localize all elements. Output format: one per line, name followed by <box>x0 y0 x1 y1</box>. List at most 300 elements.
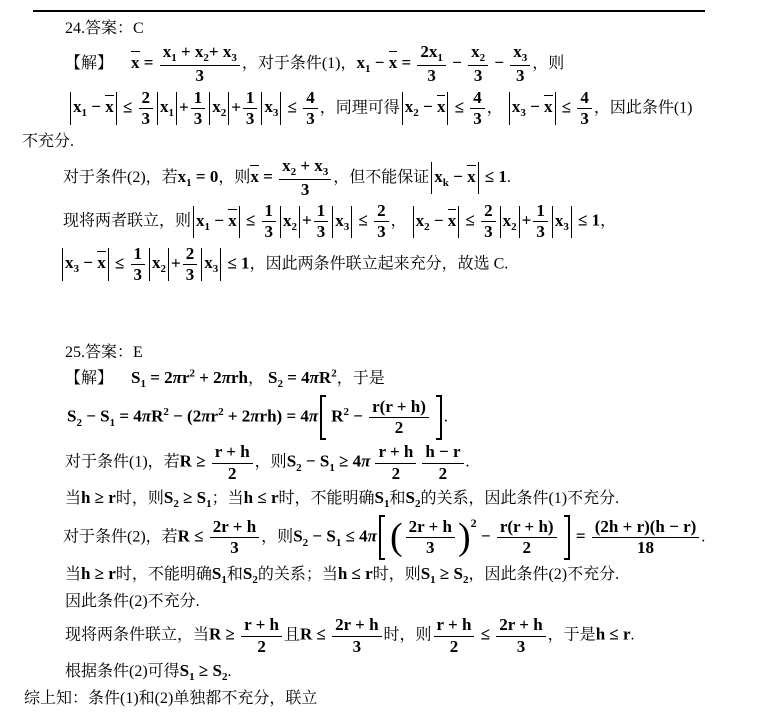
subscript: 2 <box>414 498 421 511</box>
text-run: 且 <box>284 626 301 644</box>
denominator <box>369 418 429 438</box>
math-run: S <box>374 488 384 508</box>
math-run: + 2 <box>223 406 251 426</box>
fraction <box>470 88 485 130</box>
math-run: x <box>250 166 259 186</box>
math-run: ≤ <box>557 97 576 117</box>
overbar-group <box>448 209 457 230</box>
numerator <box>183 244 198 265</box>
math-run: 2r + h <box>335 615 379 635</box>
math-run: 3 <box>195 66 205 86</box>
solution-line <box>65 42 734 86</box>
superscript: 2 <box>218 405 224 418</box>
math-run: − <box>447 53 467 73</box>
denominator <box>422 464 463 484</box>
math-run: 3 <box>245 109 255 128</box>
math-run: h ≥ r <box>81 488 116 508</box>
problem-24-solution <box>22 18 734 286</box>
subscript: 2 <box>462 574 469 587</box>
text-run: ，于是 <box>336 369 385 387</box>
math-run: = 0 <box>191 166 219 186</box>
denominator <box>210 538 259 558</box>
denominator <box>510 66 530 86</box>
math-run: 2 <box>227 463 237 483</box>
numerator <box>375 442 416 463</box>
subscript: 2 <box>296 462 302 475</box>
fraction <box>497 517 557 559</box>
subscript: 1 <box>335 536 342 549</box>
math-run: − <box>429 210 448 230</box>
math-run: 2r + h <box>212 516 257 536</box>
math-run: 3 <box>516 66 525 86</box>
pi-symbol: π <box>172 367 182 387</box>
math-run: 1 <box>193 87 203 107</box>
math-run: x <box>356 53 365 73</box>
text-run: ，因此两条件联立起来充分，故选 C. <box>249 255 509 273</box>
denominator <box>262 222 277 242</box>
overbar-group <box>250 165 259 186</box>
numerator <box>332 615 381 636</box>
denominator <box>577 109 592 129</box>
overbar-group <box>389 51 398 72</box>
math-run: ≤ 1 <box>480 166 507 186</box>
subscript: 1 <box>383 498 390 511</box>
math-run: = <box>397 53 416 73</box>
absolute-value-group <box>261 92 281 125</box>
superscript: 2 <box>189 367 195 380</box>
subscript: 2 <box>302 536 309 549</box>
fraction <box>468 42 488 86</box>
math-run: 2 <box>449 636 459 656</box>
math-run: − S <box>301 451 330 471</box>
math-run: x <box>404 97 414 117</box>
problem-25-solution <box>22 342 734 711</box>
math-run: ≥ S <box>178 488 207 508</box>
pi-symbol: π <box>308 406 319 426</box>
math-run: x <box>204 253 213 273</box>
overbar-group <box>544 95 553 116</box>
numerator <box>533 201 548 222</box>
math-run: − <box>348 406 368 426</box>
numerator <box>592 517 700 538</box>
denominator <box>375 464 416 484</box>
math-run: S <box>163 488 174 508</box>
math-run: + 2 <box>195 367 222 387</box>
math-run: + x <box>176 42 204 62</box>
math-run: x <box>73 97 82 117</box>
solution-line <box>65 591 734 613</box>
text-run: ；当 <box>211 490 244 508</box>
math-run: − <box>490 53 509 73</box>
absolute-value-group <box>193 206 240 239</box>
absolute-value-group <box>500 206 520 239</box>
math-run: x <box>434 166 443 186</box>
math-run: R <box>331 406 344 426</box>
math-run: − <box>525 97 544 117</box>
text-run: 现将两条件联立，当 <box>65 626 210 644</box>
text-run: 的关系；当 <box>257 566 338 584</box>
math-run: x <box>471 42 480 62</box>
math-run: + x <box>296 155 323 175</box>
math-run: x <box>282 155 291 175</box>
math-run: ≤ <box>118 97 137 117</box>
denominator <box>303 109 318 129</box>
fraction <box>139 88 154 130</box>
subscript: 1 <box>168 107 175 120</box>
math-run: r <box>181 367 190 387</box>
fraction <box>577 88 592 130</box>
math-run: 3 <box>427 66 436 86</box>
math-run: ≤ <box>450 97 469 117</box>
math-run: 2 <box>141 87 151 107</box>
denominator <box>131 265 146 285</box>
math-run: S <box>267 367 278 387</box>
math-run: x <box>228 210 237 230</box>
fraction <box>241 615 282 657</box>
math-run: 2 <box>484 201 493 220</box>
math-run: 2 <box>185 243 195 263</box>
absolute-value-group <box>62 248 109 281</box>
math-run: − S <box>81 406 110 426</box>
math-run: ≤ 1 <box>573 210 601 230</box>
numerator <box>160 42 240 66</box>
fraction <box>303 88 318 130</box>
numerator <box>191 88 206 109</box>
subscript: 2 <box>76 416 82 429</box>
right-paren: ) <box>457 516 471 559</box>
subscript: 1 <box>171 52 177 65</box>
text-run: 不充分. <box>22 133 75 151</box>
fraction <box>510 42 530 86</box>
fraction <box>496 615 545 657</box>
subscript: 3 <box>322 165 329 178</box>
text-run: 时，则 <box>115 490 164 508</box>
math-run: 3 <box>193 109 203 128</box>
right-bracket <box>436 395 442 441</box>
numerator <box>422 442 463 463</box>
subscript: 1 <box>430 574 436 587</box>
subscript: 3 <box>343 220 350 233</box>
fraction <box>406 517 455 559</box>
numerator <box>374 201 389 222</box>
fraction <box>374 201 389 243</box>
numerator <box>243 88 258 109</box>
math-run: − <box>448 166 468 186</box>
math-run: 3 <box>306 109 315 128</box>
fraction <box>212 442 253 484</box>
math-run: 1 <box>536 201 545 220</box>
fraction <box>417 42 446 86</box>
text-run: . <box>227 663 232 681</box>
math-run: ≤ <box>283 97 302 117</box>
math-run: x <box>335 210 344 230</box>
numerator <box>406 517 455 538</box>
subscript: 1 <box>81 107 87 120</box>
text-run: . <box>506 168 511 186</box>
math-run: − <box>370 53 389 73</box>
math-run: 1 <box>133 243 143 263</box>
math-run: h ≤ r <box>243 488 279 508</box>
solution-line <box>65 486 734 513</box>
subscript: 2 <box>173 498 179 511</box>
math-run: r + h <box>244 615 280 635</box>
math-run: + <box>302 210 312 230</box>
math-run: + <box>231 97 241 117</box>
math-run: h − r <box>425 442 461 462</box>
subscript: 3 <box>212 263 219 276</box>
numerator <box>139 88 154 109</box>
subscript: 1 <box>206 498 212 511</box>
math-run: S <box>405 488 415 508</box>
math-run: 2 <box>394 417 404 437</box>
denominator <box>243 109 258 129</box>
text-run: 当 <box>65 566 82 584</box>
math-run: − <box>210 210 229 230</box>
denominator <box>592 538 700 558</box>
text-run: 对于条件(1)，若 <box>65 453 180 471</box>
math-run: = 4 <box>282 367 310 387</box>
bracket-content <box>385 515 564 561</box>
math-run: x <box>160 97 169 117</box>
numerator <box>577 88 592 109</box>
math-run: = 2 <box>145 367 173 387</box>
subscript: 3 <box>521 52 528 65</box>
math-run: − <box>79 253 98 273</box>
math-run: ≤ 1 <box>223 253 250 273</box>
fraction <box>314 201 329 243</box>
absolute-value-group <box>431 162 478 195</box>
fraction <box>243 88 258 130</box>
solution-line <box>63 156 734 200</box>
text-run: 时，不能明确 <box>115 566 212 584</box>
solution-line <box>65 442 734 484</box>
math-run: = <box>571 526 590 546</box>
math-run: + <box>521 210 532 230</box>
numerator <box>303 88 318 109</box>
text-run: ， <box>600 212 617 230</box>
fraction <box>592 517 700 559</box>
text-run: . <box>701 528 706 546</box>
math-run: rh) = 4 <box>259 406 309 426</box>
math-run: x <box>177 166 187 186</box>
numerator <box>131 244 146 265</box>
overbar-group <box>131 51 140 72</box>
subscript: 3 <box>563 220 569 233</box>
math-run: 3 <box>316 222 326 242</box>
math-run: 3 <box>426 538 435 558</box>
math-run: ≤ <box>110 253 129 273</box>
text-run: ， <box>486 99 507 117</box>
absolute-value-group <box>280 206 300 239</box>
solution-line <box>65 562 734 589</box>
numerator <box>497 517 557 538</box>
text-run: 和 <box>389 490 406 508</box>
absolute-value-group <box>149 248 169 281</box>
math-run: x <box>513 42 522 62</box>
denominator <box>481 222 496 242</box>
text-run: 当 <box>65 490 82 508</box>
math-run: 18 <box>637 538 655 558</box>
solution-line <box>63 515 734 561</box>
math-run: S <box>242 564 253 584</box>
subscript: 2 <box>511 220 517 233</box>
subscript: 3 <box>520 107 526 120</box>
math-run: R ≥ <box>209 624 240 644</box>
math-run: 3 <box>377 222 386 242</box>
denominator <box>434 637 475 657</box>
text-run: 时，不能明确 <box>278 490 375 508</box>
subscript: 3 <box>272 107 279 120</box>
math-run: x <box>544 97 553 117</box>
math-run: x <box>196 210 205 230</box>
math-run: h ≤ r <box>337 564 373 584</box>
solution-line <box>65 342 734 364</box>
denominator <box>417 66 446 86</box>
math-run: x <box>162 42 172 62</box>
text-run: 根据条件(2)可得 <box>65 663 180 681</box>
solution-line <box>65 18 734 40</box>
absolute-value-group <box>209 92 229 125</box>
denominator <box>533 222 548 242</box>
absolute-value-group <box>552 206 572 239</box>
subscript: k <box>442 176 449 189</box>
bracket-content <box>326 395 436 441</box>
fraction <box>191 88 206 130</box>
math-run: 3 <box>300 179 310 199</box>
math-run: 3 <box>473 66 483 86</box>
math-run: R ≤ <box>177 526 208 546</box>
math-run: R ≤ <box>300 624 331 644</box>
text-run: 24.答案：C <box>65 20 144 37</box>
math-run: S <box>67 406 77 426</box>
math-run: − S <box>308 526 336 546</box>
math-run: 3 <box>185 265 195 285</box>
fraction <box>160 42 240 86</box>
subscript: 2 <box>424 220 430 233</box>
numerator <box>470 88 485 109</box>
math-run: h ≥ r <box>81 564 116 584</box>
subscript: 1 <box>189 671 195 684</box>
left-paren: ( <box>389 516 403 559</box>
math-run: x <box>283 210 292 230</box>
math-run: 3 <box>141 109 151 128</box>
text-run: . <box>465 453 470 471</box>
numerator <box>496 615 545 636</box>
bracket-group <box>320 395 442 441</box>
math-run: 2r + h <box>408 516 452 536</box>
denominator <box>468 66 488 86</box>
text-run: ，但不能保证 <box>333 168 430 186</box>
numerator <box>434 615 475 636</box>
subscript: 2 <box>277 378 283 391</box>
math-run: 4 <box>580 87 589 107</box>
fraction <box>369 397 429 439</box>
fraction <box>279 156 331 200</box>
math-run: + x <box>208 42 232 62</box>
solution-line <box>65 659 734 686</box>
text-run: 时，则 <box>372 566 421 584</box>
math-run: r + h <box>378 442 414 462</box>
math-run: − <box>87 97 106 117</box>
math-run: 4 <box>473 87 482 107</box>
subscript: 1 <box>329 462 335 475</box>
math-run: 2 <box>522 538 531 558</box>
numerator <box>241 615 282 636</box>
math-run: 3 <box>484 222 493 242</box>
math-run: x <box>152 253 161 273</box>
fraction <box>481 201 496 243</box>
math-run: 3 <box>580 109 589 128</box>
math-run: + <box>179 97 189 117</box>
text-run: . <box>443 408 448 426</box>
numerator <box>212 442 253 463</box>
subscript: 1 <box>437 52 443 65</box>
math-run: r(r + h) <box>499 516 554 536</box>
numerator <box>481 201 496 222</box>
text-run: 现将两者联立，则 <box>63 212 192 230</box>
math-run: ≤ <box>461 210 480 230</box>
numerator <box>262 201 277 222</box>
numerator <box>468 42 488 66</box>
math-run: = <box>139 53 158 73</box>
math-run: + <box>171 253 181 273</box>
absolute-value-group <box>402 92 449 125</box>
solution-line <box>65 615 734 657</box>
math-run: = <box>258 166 278 186</box>
paren-group <box>390 517 477 559</box>
denominator <box>314 222 329 242</box>
text-run: ，于是 <box>547 626 596 644</box>
math-run: S <box>211 564 222 584</box>
math-run: ≤ <box>241 210 260 230</box>
subscript: 2 <box>479 52 486 65</box>
math-run: x <box>65 253 74 273</box>
text-run: 对于条件(2)，若 <box>63 528 178 546</box>
numerator <box>417 42 446 66</box>
text-run: ，则 <box>261 528 294 546</box>
math-run: 2 <box>257 636 266 656</box>
subscript: 2 <box>160 263 167 276</box>
text-run: 【解】 <box>65 55 114 73</box>
math-run: x <box>131 53 140 73</box>
pi-symbol: π <box>250 406 260 426</box>
text-run: 【解】 <box>65 369 114 387</box>
text-run: ，则 <box>254 453 287 471</box>
math-run: 3 <box>473 109 482 128</box>
fraction <box>375 442 416 484</box>
math-run: R ≥ <box>179 451 210 471</box>
math-run: r + h <box>214 442 250 462</box>
text-run: 25.答案：E <box>65 343 143 361</box>
math-run: 3 <box>516 636 526 656</box>
subscript: 1 <box>140 378 146 391</box>
math-run: h ≤ r <box>595 624 631 644</box>
text-run: ， <box>390 212 411 230</box>
paren-exponent: 2 <box>470 515 477 530</box>
text-run: ，因此条件(2)不充分. <box>468 566 620 584</box>
pi-symbol: π <box>309 367 319 387</box>
bracket-group <box>379 515 570 561</box>
math-run: S <box>420 564 431 584</box>
solution-line <box>24 688 734 710</box>
math-run: rh <box>230 367 248 387</box>
math-run: x <box>388 53 398 73</box>
math-run: x <box>415 210 425 230</box>
math-run: r(r + h) <box>372 396 426 416</box>
denominator <box>191 109 206 129</box>
pi-symbol: π <box>221 367 231 387</box>
denominator <box>139 109 154 129</box>
